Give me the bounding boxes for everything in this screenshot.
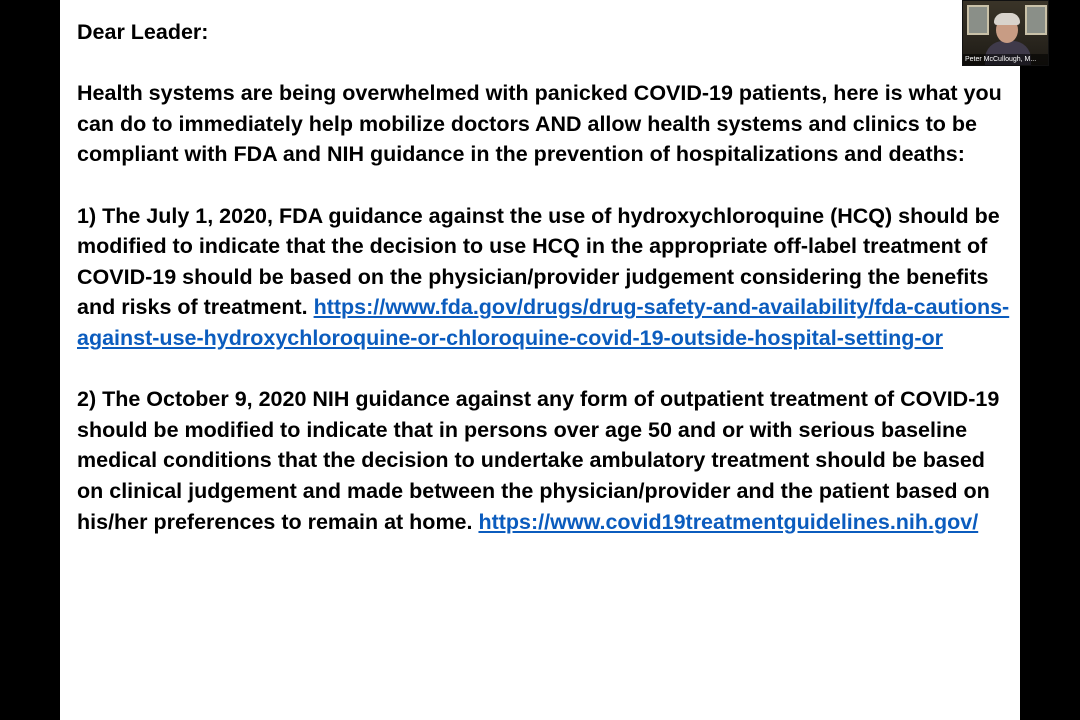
item-2-paragraph	[77, 384, 1012, 537]
participant-hair	[994, 13, 1020, 25]
item-1-paragraph	[77, 201, 1012, 354]
item-1-text: 1) The July 1, 2020, FDA guidance against the use of hydroxychloroquine (HCQ) should be modified to indicate that the decision to use HCQ in the appropriate off-label treatment of COVID-19 should be based on the physician/provider judgement considering the benefits and risks of treatment.	[77, 203, 1000, 320]
item-2-text: 2) The October 9, 2020 NIH guidance against any form of outpatient treatment of COVID-19 should be modified to indicate that in persons over age 50 and or with serious baseline medical conditions that the decision to undertake ambulatory treatment should be based on clinical judgement and made between the physician/provider and the patient based on his/her preferences to remain at home.	[77, 387, 1000, 534]
background-window	[967, 5, 989, 35]
participant-name-label: Peter McCullough, M...	[963, 54, 1048, 65]
participant-video-thumbnail[interactable]	[962, 0, 1049, 66]
fda-guidance-link[interactable]: https://www.fda.gov/drugs/drug-safety-and-availability/fda-cautions-against-use-hydroxychloroquine-or-chloroquine-covid-19-outside-hospital-setting-or	[77, 295, 1010, 350]
intro-paragraph: Health systems are being overwhelmed with panicked COVID-19 patients, here is what you can do to immediately help mobilize doctors AND allow health systems and clinics to be compliant with FDA and NIH guidance in the prevention of hospitalizations and deaths:	[77, 81, 1002, 167]
slide-body	[77, 17, 1012, 537]
background-window	[1025, 5, 1047, 35]
shared-slide	[60, 0, 1020, 720]
nih-guidance-link[interactable]: https://www.covid19treatmentguidelines.nih.gov/	[478, 509, 979, 534]
greeting-line: Dear Leader:	[77, 20, 209, 44]
